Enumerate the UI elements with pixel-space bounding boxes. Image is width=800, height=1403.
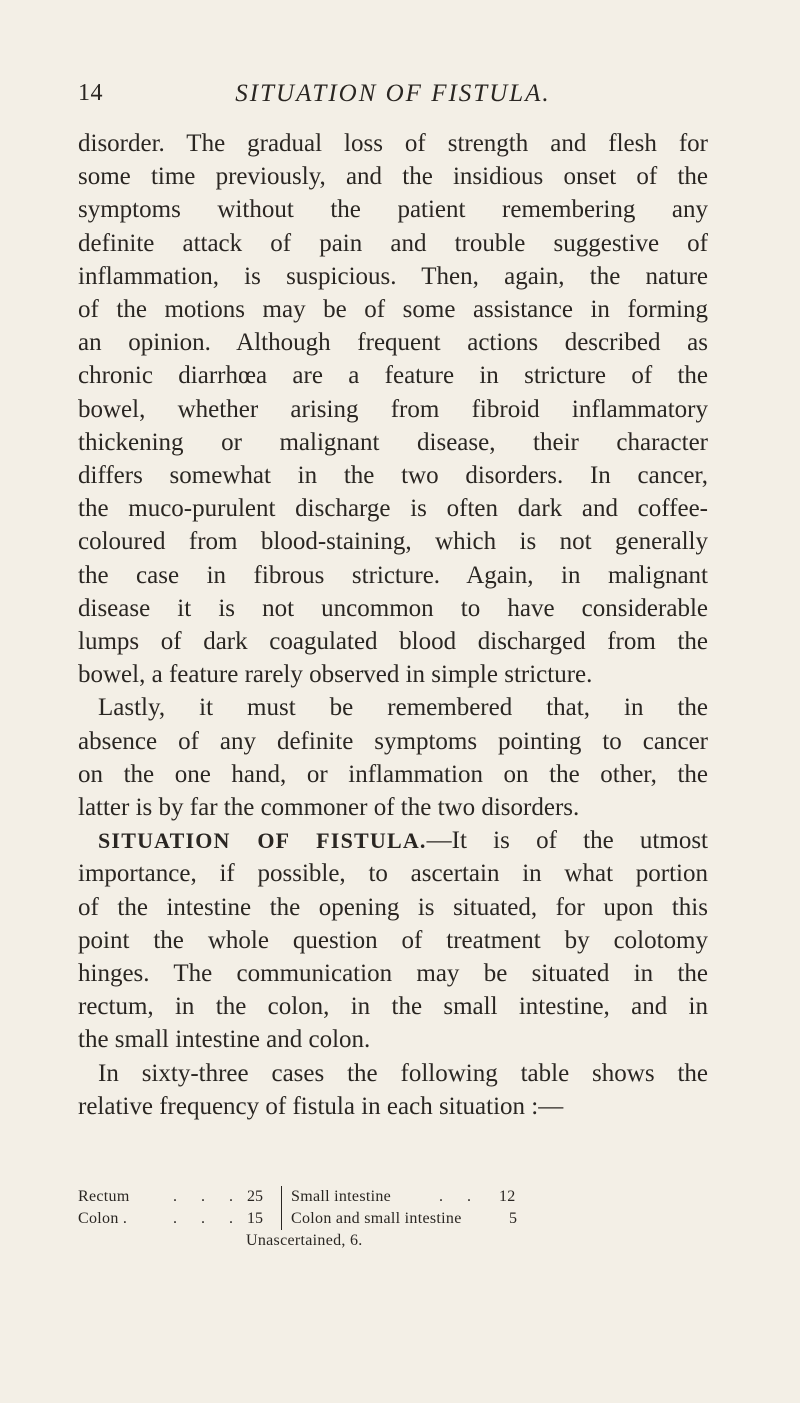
text-line: latter is by far the commoner of the two disorders. (78, 794, 580, 822)
text-line: hinges. The communication may be situated in the (78, 960, 708, 988)
page-number: 14 (78, 80, 103, 106)
cell-label: Colon . (78, 1210, 128, 1227)
cell-value: 25 (247, 1188, 263, 1205)
text-line: the case in fibrous stricture. Again, in malignant (78, 561, 708, 589)
body-text (78, 127, 708, 1123)
text-line: definite attack of pain and trouble suggestive of (78, 229, 708, 257)
text-line: differs somewhat in the two disorders. In cancer, (78, 462, 708, 490)
cell-value: 15 (247, 1210, 263, 1227)
section-heading: SITUATION OF FISTULA. (98, 828, 427, 854)
table-footnote: Unascertained, 6. (246, 1232, 363, 1249)
text-line: the small intestine and colon. (78, 1026, 371, 1054)
text-line: lumps of dark coagulated blood discharged from the (78, 628, 708, 656)
leader-dots: . . (439, 1188, 481, 1205)
paragraph (78, 691, 708, 824)
text-line: an opinion. Although frequent actions described as (78, 329, 708, 357)
heading-continuation: —It is of the utmost (426, 827, 708, 855)
cell-value: 5 (509, 1210, 518, 1227)
text-line: absence of any definite symptoms pointing to cancer (78, 727, 708, 755)
text-line: In sixty-three cases the following table shows the (98, 1059, 708, 1087)
paragraph (78, 824, 708, 1056)
text-line: some time previously, and the insidious onset of the (78, 163, 708, 191)
text-line: of the intestine the opening is situated, for upon this (78, 893, 708, 921)
chapter-title: SITUATION OF FISTULA. (235, 80, 551, 107)
text-line: inflammation, is suspicious. Then, again, the nature (78, 262, 708, 290)
text-line: symptoms without the patient remembering any (78, 196, 708, 224)
text-line: of the motions may be of some assistance in forming (78, 296, 708, 324)
text-line: relative frequency of fistula in each situation :— (78, 1092, 564, 1120)
paragraph (78, 127, 708, 691)
text-line: thickening or malignant disease, their character (78, 428, 708, 456)
text-line: the muco-purulent discharge is often dark and coffee- (78, 495, 708, 523)
leader-dots: . . . (173, 1188, 243, 1205)
cell-label: Small intestine (291, 1188, 392, 1205)
text-line: bowel, a feature rarely observed in simple stricture. (78, 661, 593, 689)
text-line: disorder. The gradual loss of strength and flesh for (78, 130, 708, 157)
text-line: coloured from blood-staining, which is not generally (78, 528, 708, 556)
text-line: disease it is not uncommon to have considerable (78, 594, 708, 622)
cell-label: Rectum (78, 1188, 130, 1205)
text-line: on the one hand, or inflammation on the other, the (78, 760, 708, 788)
text-line: importance, if possible, to ascertain in what portion (78, 860, 708, 888)
leader-dots: . . . (173, 1210, 243, 1227)
paragraph (78, 1057, 708, 1123)
text-line: rectum, in the colon, in the small intestine, and in (78, 993, 708, 1021)
table-row (78, 1186, 708, 1208)
text-line: chronic diarrhœa are a feature in stricture of the (78, 362, 708, 390)
text-line (78, 824, 708, 857)
running-head (78, 80, 708, 120)
text-line: bowel, whether arising from fibroid inflammatory (78, 395, 708, 423)
cell-label: Colon and small intestine (291, 1210, 462, 1227)
cell-value: 12 (499, 1188, 516, 1205)
text-line: point the whole question of treatment by colotomy (78, 926, 708, 954)
table-row (78, 1208, 708, 1230)
text-line: Lastly, it must be remembered that, in the (98, 694, 708, 722)
frequency-table (78, 1186, 708, 1249)
